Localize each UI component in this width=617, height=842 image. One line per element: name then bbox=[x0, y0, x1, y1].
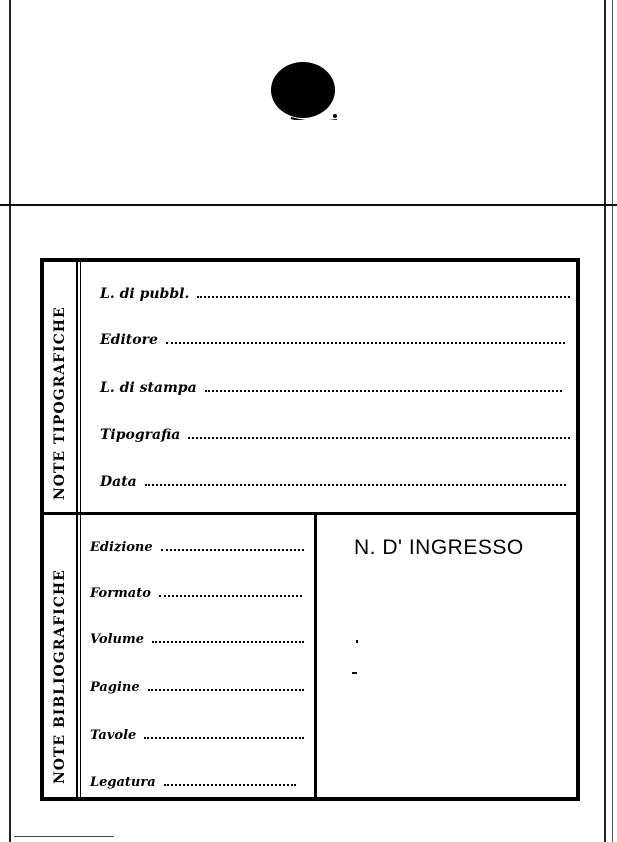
field-luogo-pubblicazione[interactable] bbox=[100, 286, 570, 302]
field-label: L. di stampa bbox=[100, 380, 197, 396]
field-volume[interactable] bbox=[90, 632, 304, 647]
dotted-line bbox=[197, 296, 570, 298]
card-right-edge-inner bbox=[612, 0, 613, 842]
ingresso-number-label: N. D' INGRESSO bbox=[354, 536, 524, 559]
field-label: Formato bbox=[90, 586, 151, 601]
dotted-line bbox=[148, 689, 304, 691]
section-title-bibliografiche: NOTE BIBLIOGRAFICHE bbox=[52, 569, 68, 784]
field-tipografia[interactable] bbox=[100, 427, 570, 443]
column-divider bbox=[314, 515, 317, 797]
inner-rule-thin bbox=[80, 262, 81, 797]
card-fold-line bbox=[0, 204, 617, 206]
inner-rule bbox=[76, 262, 78, 797]
field-luogo-stampa[interactable] bbox=[100, 380, 562, 396]
card-bottom-line bbox=[14, 836, 114, 837]
field-edizione[interactable] bbox=[90, 540, 304, 555]
dotted-line bbox=[159, 595, 302, 597]
field-tavole[interactable] bbox=[90, 728, 304, 743]
field-label: Pagine bbox=[90, 680, 140, 695]
dotted-line bbox=[188, 437, 570, 439]
section-title-tipografiche: NOTE TIPOGRAFICHE bbox=[52, 306, 68, 500]
field-label: Volume bbox=[90, 632, 144, 647]
section-divider bbox=[44, 512, 576, 515]
ink-speck bbox=[352, 672, 357, 674]
dotted-line bbox=[152, 641, 304, 643]
dotted-line bbox=[166, 342, 565, 344]
field-label: Tavole bbox=[90, 728, 137, 743]
dotted-line bbox=[144, 737, 304, 739]
field-label: Data bbox=[100, 474, 137, 490]
field-pagine[interactable] bbox=[90, 680, 304, 695]
field-legatura[interactable] bbox=[90, 775, 296, 790]
field-label: Legatura bbox=[90, 775, 156, 790]
field-label: Edizione bbox=[90, 540, 153, 555]
field-label: Tipografia bbox=[100, 427, 181, 443]
field-data[interactable] bbox=[100, 474, 566, 490]
field-label: Editore bbox=[100, 332, 158, 348]
field-formato[interactable] bbox=[90, 586, 302, 601]
ink-speck bbox=[356, 640, 358, 643]
dotted-line bbox=[145, 484, 566, 486]
dotted-line bbox=[164, 784, 296, 786]
dotted-line bbox=[161, 549, 304, 551]
field-editore[interactable] bbox=[100, 332, 565, 348]
punch-hole-icon bbox=[271, 60, 339, 120]
card-left-edge bbox=[9, 0, 11, 842]
dotted-line bbox=[205, 390, 562, 392]
field-label: L. di pubbl. bbox=[100, 286, 190, 302]
card-right-edge bbox=[604, 0, 606, 842]
